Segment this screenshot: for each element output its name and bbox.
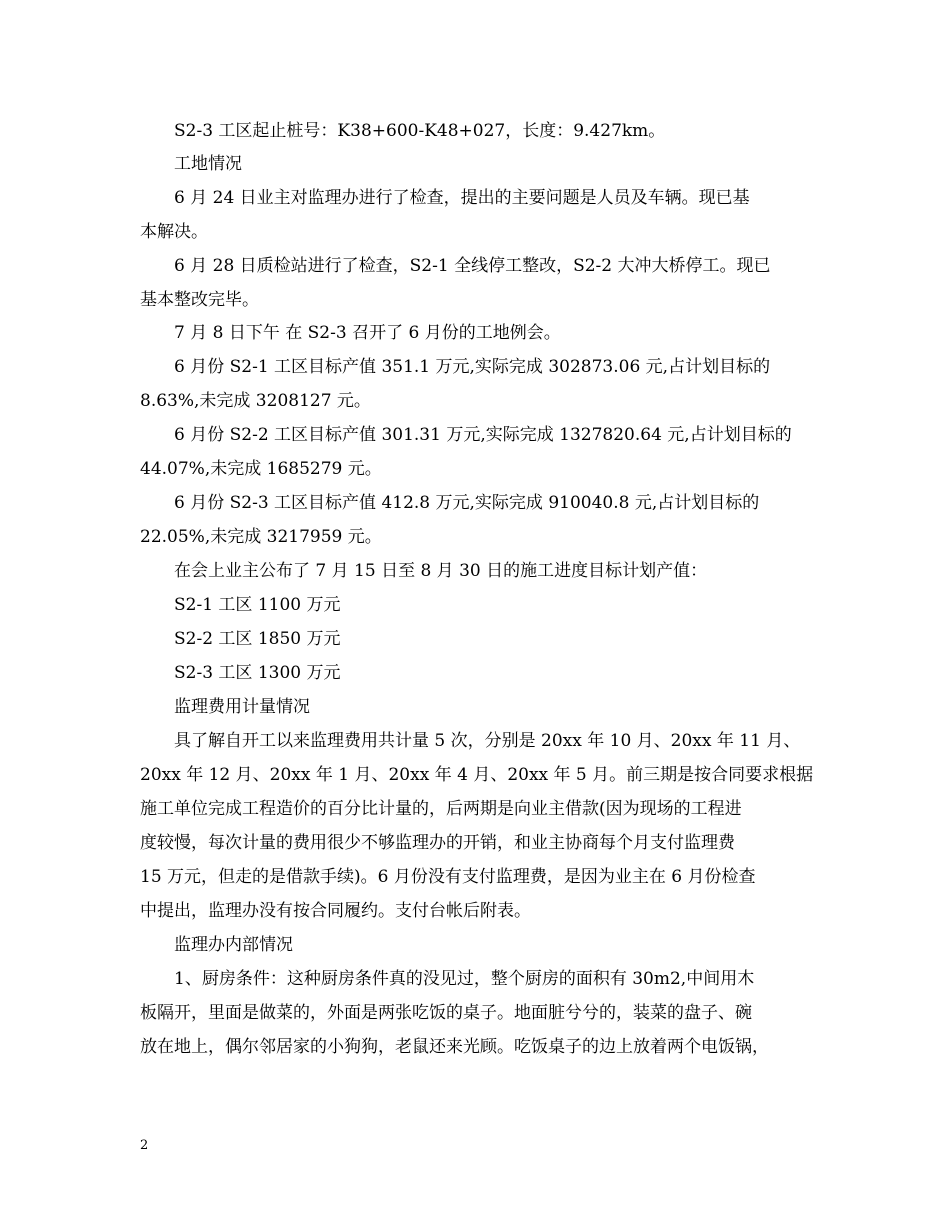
text-line-9: 8.63%,未完成 3208127 元。 [140,391,371,411]
section-heading-site: 工地情况 [174,154,242,174]
text-line-26: 1、厨房条件：这种厨房条件真的没见过，整个厨房的面积有 30m2,中间用木 [174,969,755,989]
text-line-6: 基本整改完毕。 [140,290,259,310]
text-line-27: 板隔开，里面是做菜的，外面是两张吃饭的桌子。地面脏兮兮的，装菜的盘子、碗 [140,1003,752,1023]
text-line-8: 6 月份 S2-1 工区目标产值 351.1 万元,实际完成 302873.06 元,占计划目标的 [174,357,771,377]
section-heading-fees: 监理费用计量情况 [174,697,310,717]
text-line-16: S2-2 工区 1850 万元 [174,629,341,649]
text-line-13: 22.05%,未完成 3217959 元。 [140,527,382,547]
text-line-10: 6 月份 S2-2 工区目标产值 301.31 万元,实际完成 1327820.64 元,占计划目标的 [174,425,792,445]
text-line-4: 本解决。 [140,222,208,242]
text-line-22: 度较慢，每次计量的费用很少不够监理办的开销，和业主协商每个月支付监理费 [140,833,735,853]
text-line-21: 施工单位完成工程造价的百分比计量的，后两期是向业主借款(因为现场的工程进 [140,799,742,819]
text-line-24: 中提出，监理办没有按合同履约。支付台帐后附表。 [140,901,531,921]
text-line-7: 7 月 8 日下午 在 S2-3 召开了 6 月份的工地例会。 [174,323,561,343]
text-line-28: 放在地上，偶尔邻居家的小狗狗，老鼠还来光顾。吃饭桌子的边上放着两个电饭锅， [140,1037,769,1057]
text-line-5: 6 月 28 日质检站进行了检查，S2-1 全线停工整改，S2-2 大冲大桥停工。现已 [174,256,771,276]
text-line-14: 在会上业主公布了 7 月 15 日至 8 月 30 日的施工进度目标计划产值： [174,561,708,581]
text-line-20: 20xx 年 12 月、20xx 年 1 月、20xx 年 4 月、20xx 年 5 月。前三期是按合同要求根据 [140,765,814,785]
text-line-3: 6 月 24 日业主对监理办进行了检查，提出的主要问题是人员及车辆。现已基 [174,188,750,208]
text-line-19: 具了解自开工以来监理费用共计量 5 次，分别是 20xx 年 10 月、20xx 年 11 月、 [174,731,801,751]
text-line-11: 44.07%,未完成 1685279 元。 [140,459,382,479]
text-line-1: S2-3 工区起止桩号：K38+600-K48+027，长度：9.427km。 [174,121,666,141]
text-line-15: S2-1 工区 1100 万元 [174,595,341,615]
section-heading-internal: 监理办内部情况 [174,935,293,955]
text-line-17: S2-3 工区 1300 万元 [174,663,341,683]
text-line-12: 6 月份 S2-3 工区目标产值 412.8 万元,实际完成 910040.8 元,占计划目标的 [174,493,760,513]
page-number: 2 [140,1138,149,1153]
text-line-23: 15 万元，但走的是借款手续)。6 月份没有支付监理费，是因为业主在 6 月份检查 [140,867,756,887]
